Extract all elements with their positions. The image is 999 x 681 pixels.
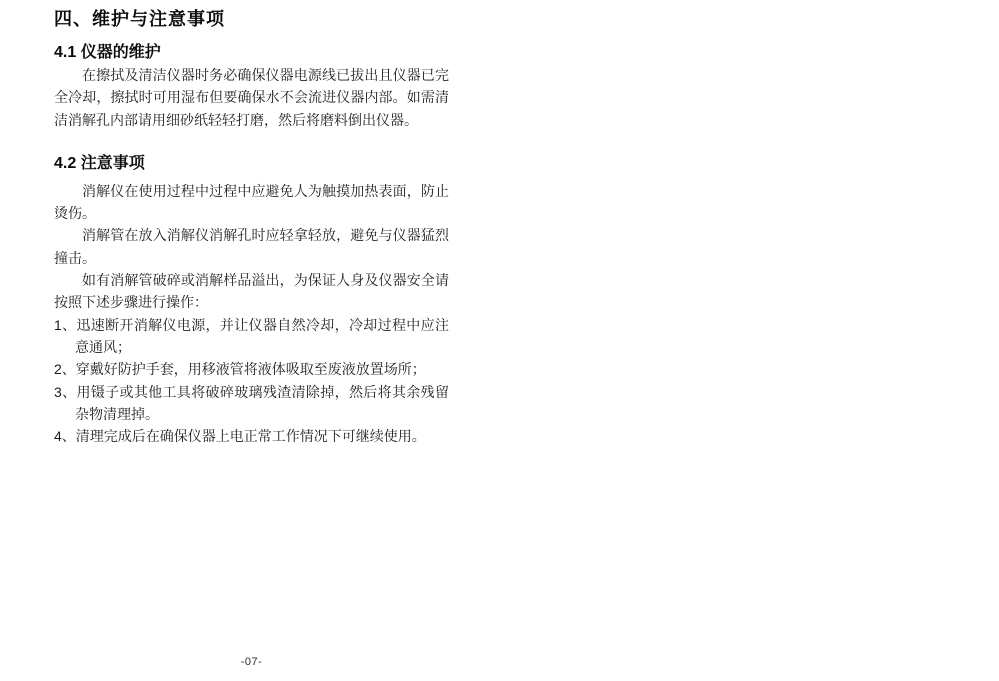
notice-paragraph-2: 消解管在放入消解仪消解孔时应轻拿轻放，避免与仪器猛烈撞击。: [54, 227, 449, 266]
list-item-text: 穿戴好防护手套，用移液管将液体吸取至废液放置场所；: [75, 361, 426, 378]
list-item-3: [54, 381, 449, 426]
notice-paragraph-1: 消解仪在使用过程中过程中应避免人为触摸加热表面，防止烫伤。: [54, 182, 449, 222]
list-item-text: 迅速断开消解仪电源，并让仪器自然冷却，冷却过程中应注意通风；: [75, 316, 449, 355]
notice-paragraph-3: 如有消解管破碎或消解样品溢出，为保证人身及仪器安全请按照下述步骤进行操作：: [54, 272, 449, 311]
section-heading-4-2: 4.2 注意事项: [54, 154, 145, 172]
page-number: -07-: [240, 656, 263, 668]
page-content: [54, 0, 449, 447]
list-item-marker: 4、: [54, 428, 76, 445]
list-item-marker: 1、: [54, 316, 77, 333]
list-item-marker: 3、: [54, 383, 77, 400]
list-item-1: [54, 314, 449, 359]
list-item-marker: 2、: [54, 361, 76, 378]
list-item-2: [54, 358, 449, 380]
chapter-heading: 四、维护与注意事项: [54, 9, 225, 29]
list-item-4: [54, 425, 449, 447]
maintenance-paragraph: 在擦拭及清洁仪器时务必确保仪器电源线已拔出且仪器已完全冷却，擦拭时可用湿布但要确保水不会流进仪器内部。如需清洁消解孔内部请用细砂纸轻轻打磨，然后将磨料倒出仪器。: [54, 67, 449, 128]
emergency-steps-list: [54, 314, 449, 448]
list-item-text: 清理完成后在确保仪器上电正常工作情况下可继续使用。: [75, 428, 426, 445]
list-item-text: 用镊子或其他工具将破碎玻璃残渣清除掉，然后将其余残留杂物清理掉。: [75, 383, 449, 422]
section-heading-4-1: 4.1 仪器的维护: [54, 44, 161, 61]
